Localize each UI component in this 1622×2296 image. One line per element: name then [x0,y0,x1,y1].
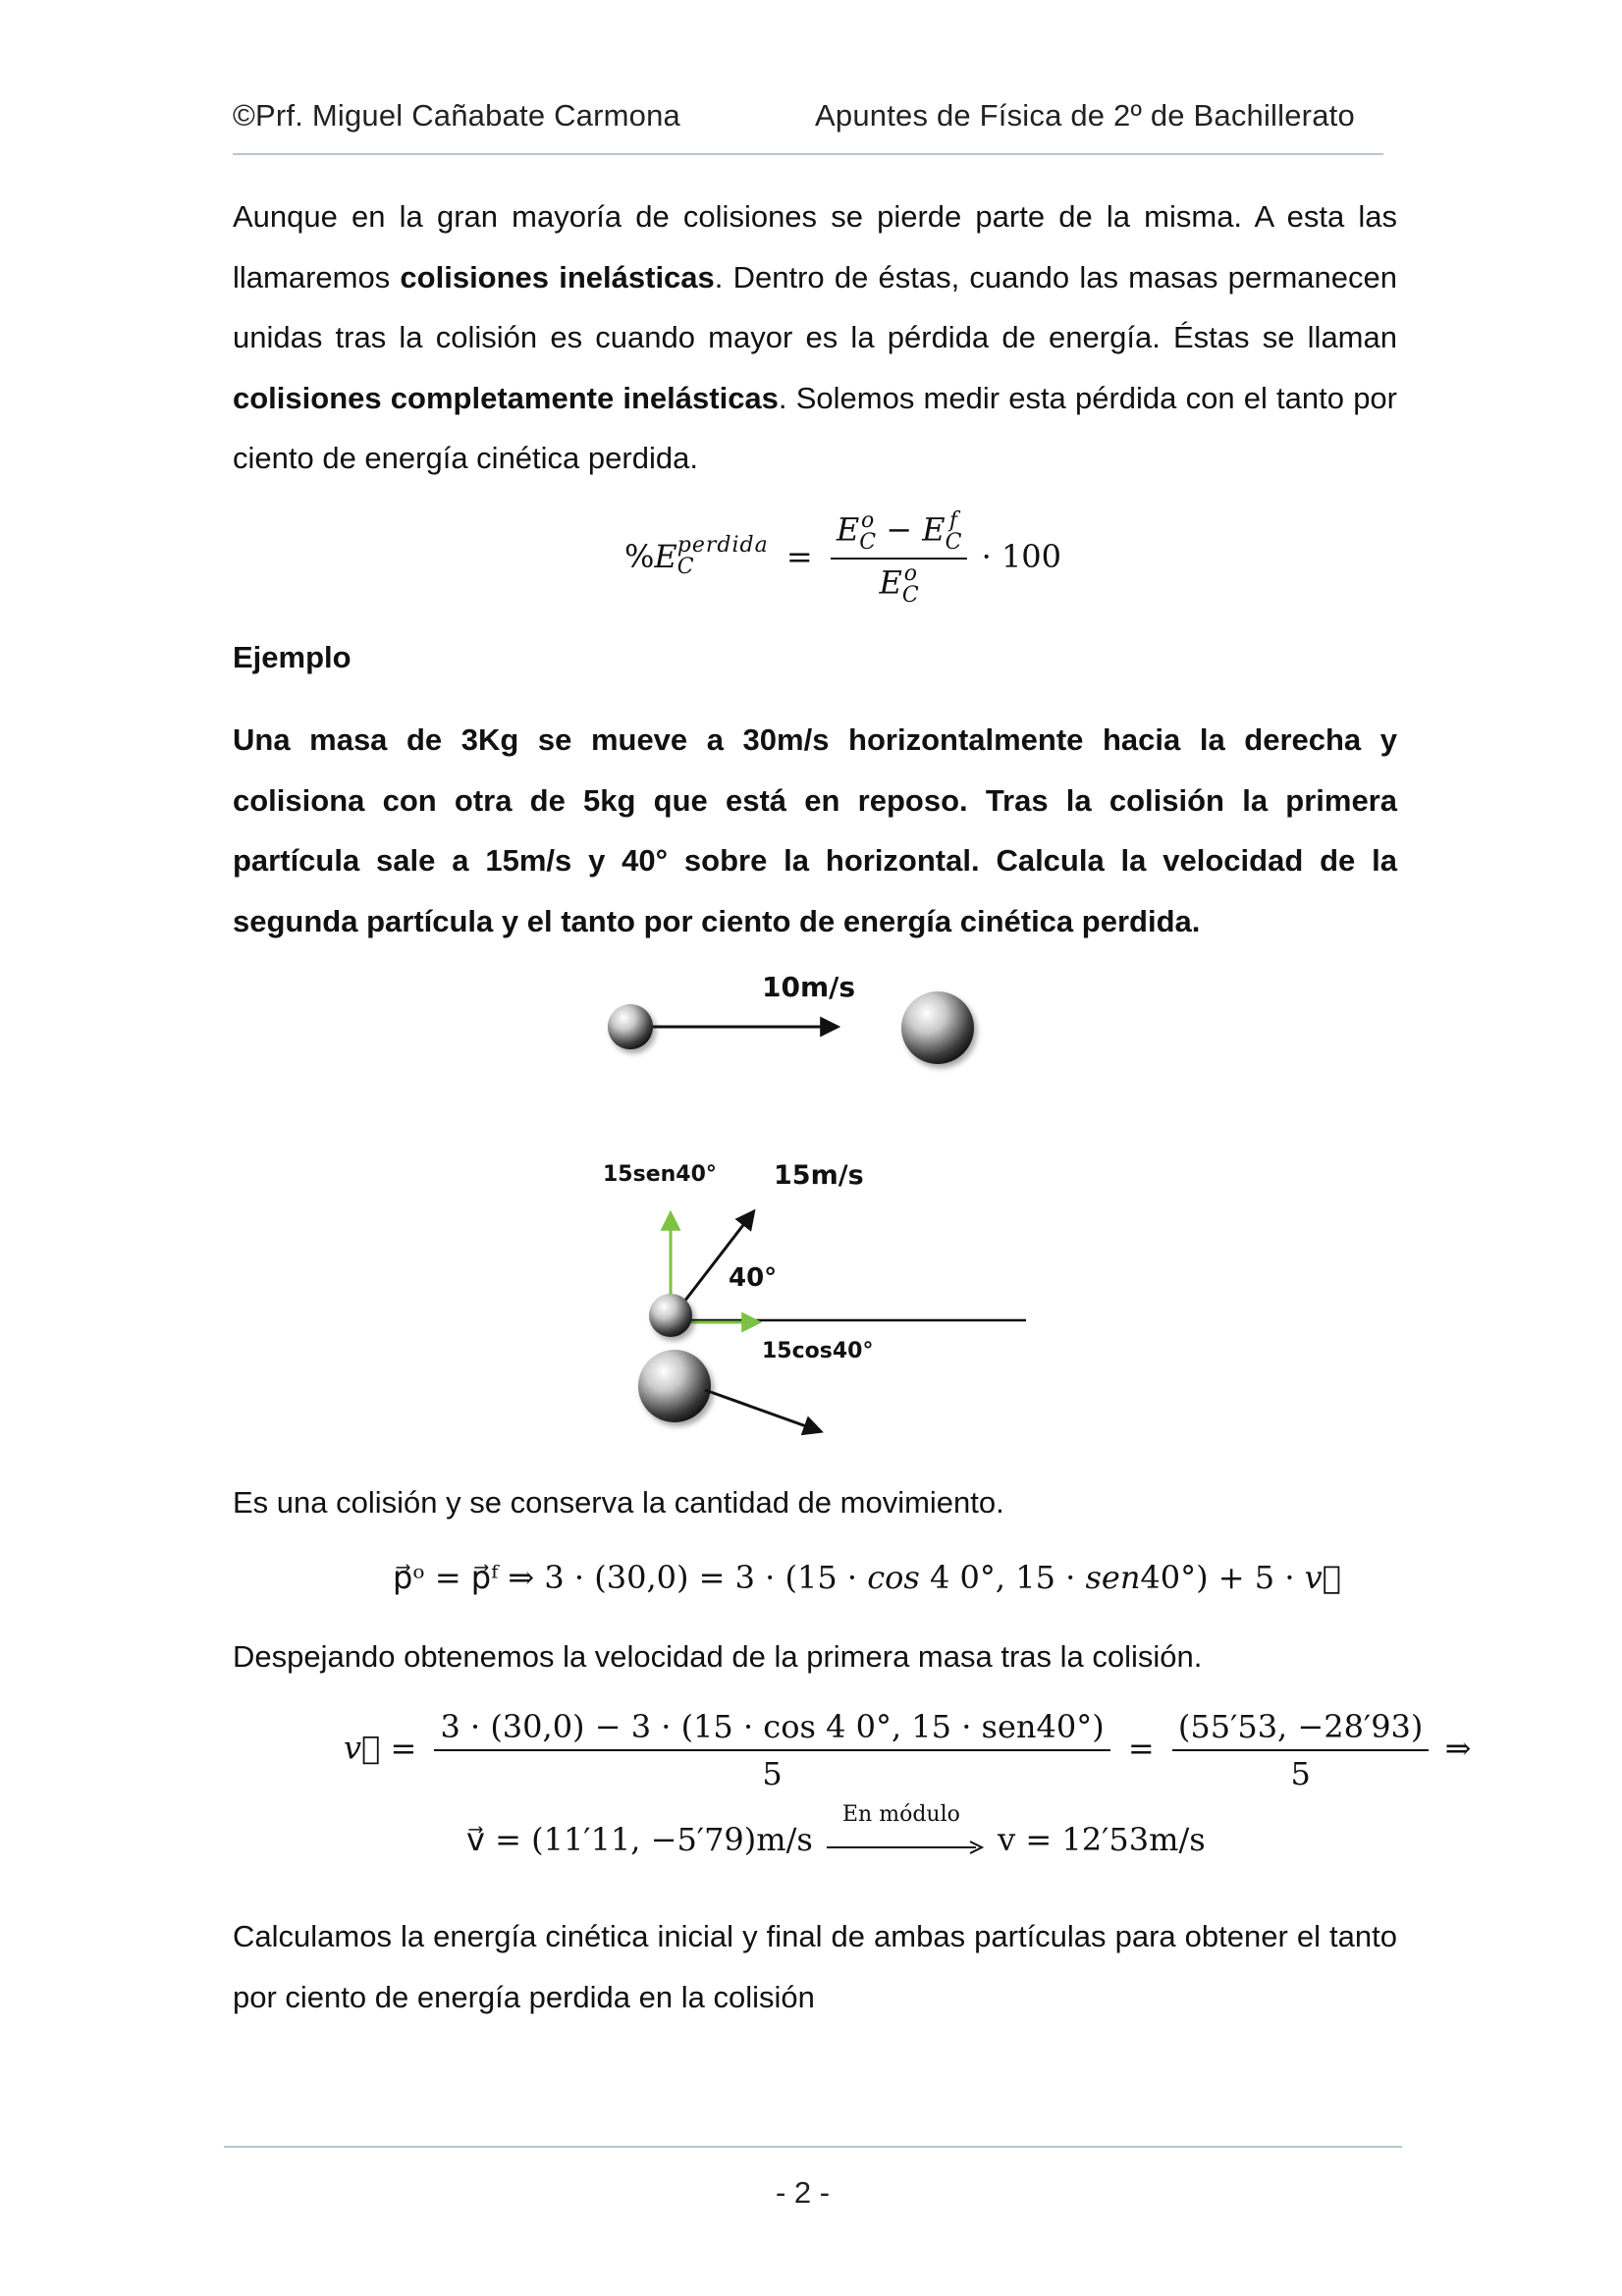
text-solving: Despejando obtenemos la velocidad de la primera masa tras la colisión. [233,1639,1203,1674]
equation-momentum: p⃗ᵒ = p⃗ᶠ ⇒ 3 · (30,0) = 3 · (15 · cos 4 0°, 15 · sen40°) + 5 · v⃗ [393,1559,1341,1596]
collision-figure [579,957,1051,1458]
equation-result: v⃗ = (11′11, −5′79)m/s En módulo v = 12′53m/s [466,1801,1206,1858]
term-completely-inelastic: colisiones completamente inelásticas [233,380,779,415]
intro-text-3: . Solemos medir esta pérdida con el tanto por ciento de energía cinética perdida. [233,380,1397,475]
long-right-arrow-icon [823,1838,988,1857]
equation-velocity: v⃗ = $\frac{\text{3 · (30,0) − 3 · (15 · cos 4 0°, 15 · sen40°)}}{5}$ = $\frac{(55'53, -28'93)}{5}$ ⇒ [344,1708,1472,1792]
formula-equals: = [785,537,813,575]
small-sphere-before [608,1004,653,1049]
label-angle: 40° [729,1263,778,1293]
velocity-arrow-after-large [705,1390,820,1431]
arrow-en-modulo: En módulo [823,1828,988,1857]
text-momentum-conserved: Es una colisión y se conserva la cantidad de movimiento. [233,1485,1004,1520]
term-inelastic: colisiones inelásticas [400,259,715,294]
label-before-speed: 10m/s [762,971,856,1003]
intro-text-1: Aunque en la gran mayoría de colisiones se pierde parte de la misma. A esta las llamaremos [233,199,1397,294]
large-sphere-after [638,1350,711,1422]
footer-divider [224,2146,1402,2148]
velocity-arrow-after-small [677,1212,753,1310]
velocity-fraction-2: $\frac{(55'53, -28'93)}{5}$ [1172,1708,1430,1792]
text-energy-calculation: Calculamos la energía cinética inicial y final de ambas partículas para obtener el tanto por ciento de energía perdida en la colisión [233,1919,1397,2014]
intro-paragraph [233,187,1397,489]
page-number: - 2 - [776,2175,831,2210]
formula-fraction: E o C − E f C E o C [831,510,968,607]
small-sphere-after [649,1294,692,1337]
header-divider [233,153,1383,155]
header-title: Apuntes de Física de 2º de Bachillerato [815,98,1355,133]
formula-times-100: · 100 [981,537,1062,575]
label-speed-after: 15m/s [774,1160,864,1191]
label-component-x: 15cos40° [762,1339,874,1363]
label-component-y: 15sen40° [603,1162,717,1187]
example-heading: Ejemplo [233,640,351,674]
large-sphere-before [901,991,974,1064]
formula-lhs: %E perdida C [624,533,769,579]
intro-text-2: . Dentro de éstas, cuando las masas permanecen unidas tras la colisión es cuando mayor es la pérdida de energía. Éstas se llaman [233,259,1398,354]
velocity-fraction-1: $\frac{\text{3 · (30,0) − 3 · (15 · cos 4 0°, 15 · sen40°)}}{5}$ [434,1708,1109,1792]
formula-energy-loss [624,510,1061,607]
example-statement: Una masa de 3Kg se mueve a 30m/s horizontalmente hacia la derecha y colisiona con otra de 5kg que está en reposo. Tras la colisión la primera partícula sale a 15m/s y 40° sobre la horizontal. Calcula la velocidad de la segunda partícula y el tanto por ciento de energía cinética perdida. [233,722,1397,938]
header-author: ©Prf. Miguel Cañabate Carmona [233,98,680,133]
